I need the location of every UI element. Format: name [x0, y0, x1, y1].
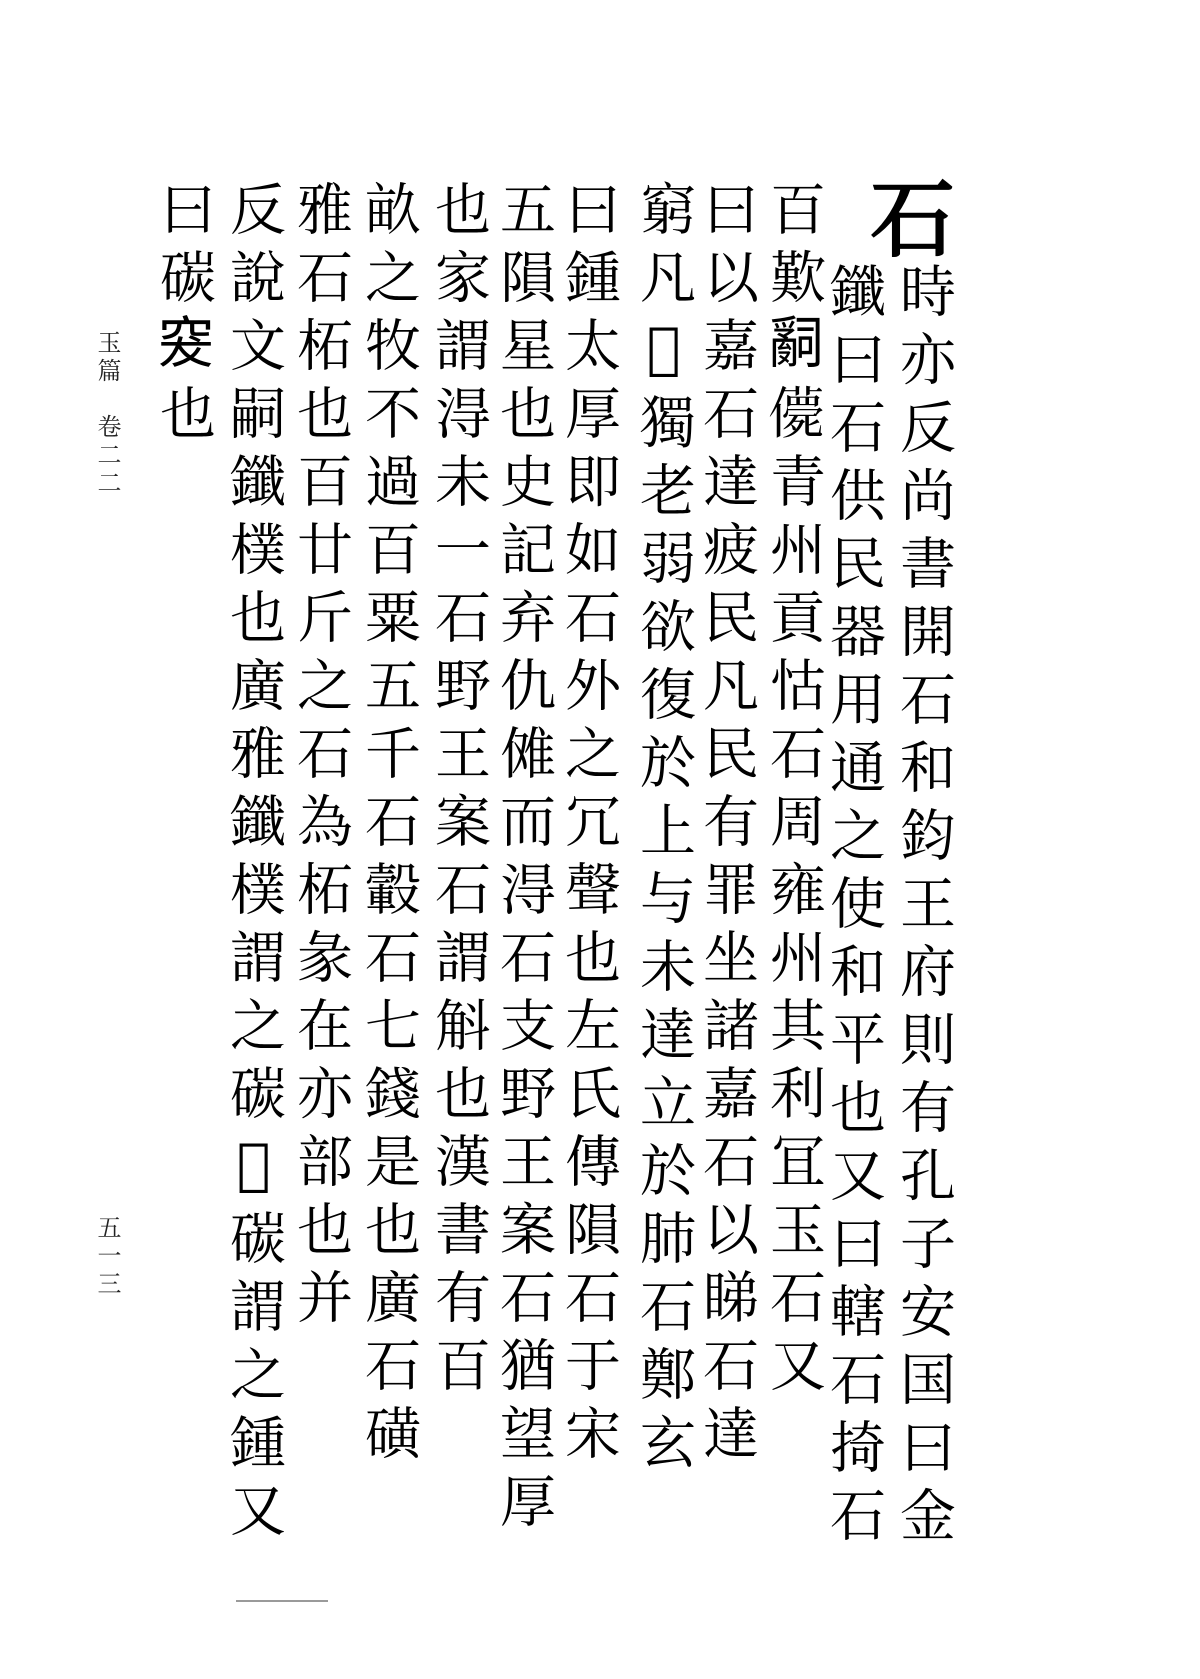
- text-column-3: 百歎𤔲𠐿青州貢怙石周雍州其利冝玉石又: [761, 180, 826, 1404]
- text-column-6: 曰鍾太厚即如石外之冗聲也左氏傳隕石于宋: [556, 180, 621, 1472]
- text-column-7: 五隕星也史記弃仇傩而淂石支野王案石猶望厚: [491, 180, 556, 1540]
- text-column-5: 窮凡𤕨獨老弱欲復於上与未達立於肺石鄭玄: [631, 180, 696, 1481]
- text-column-8: 也家謂淂未一石野王案石謂斛也漢書有百: [426, 180, 491, 1404]
- text-column-9: 畝之牧不過百粟五千石轂石七錢是也廣石磺: [356, 180, 421, 1472]
- head-character: 石: [857, 175, 956, 271]
- text-column-2: 鑯曰石供民器用通之使和平也又曰轄石掎石: [821, 262, 886, 1554]
- text-column-12: 曰碳𥥛也: [151, 180, 216, 452]
- text-column-4: 曰以嘉石達疲民凡民有罪坐諸嘉石以睇石達: [694, 180, 759, 1472]
- running-title: 玉篇 卷二二: [93, 330, 121, 498]
- text-column-1: 時亦反尚書開石和鈞王府則有孔子安国曰金: [891, 262, 956, 1554]
- page-number: 五一三: [93, 1215, 121, 1299]
- text-column-11: 反說文嗣鑯樸也廣雅鑯樸謂之碳𠫤碳謂之鍾又: [221, 180, 286, 1549]
- bottom-rule: [236, 1600, 328, 1602]
- text-column-10: 雅石柘也百廿斤之石為柘彖在亦部也并: [288, 180, 353, 1336]
